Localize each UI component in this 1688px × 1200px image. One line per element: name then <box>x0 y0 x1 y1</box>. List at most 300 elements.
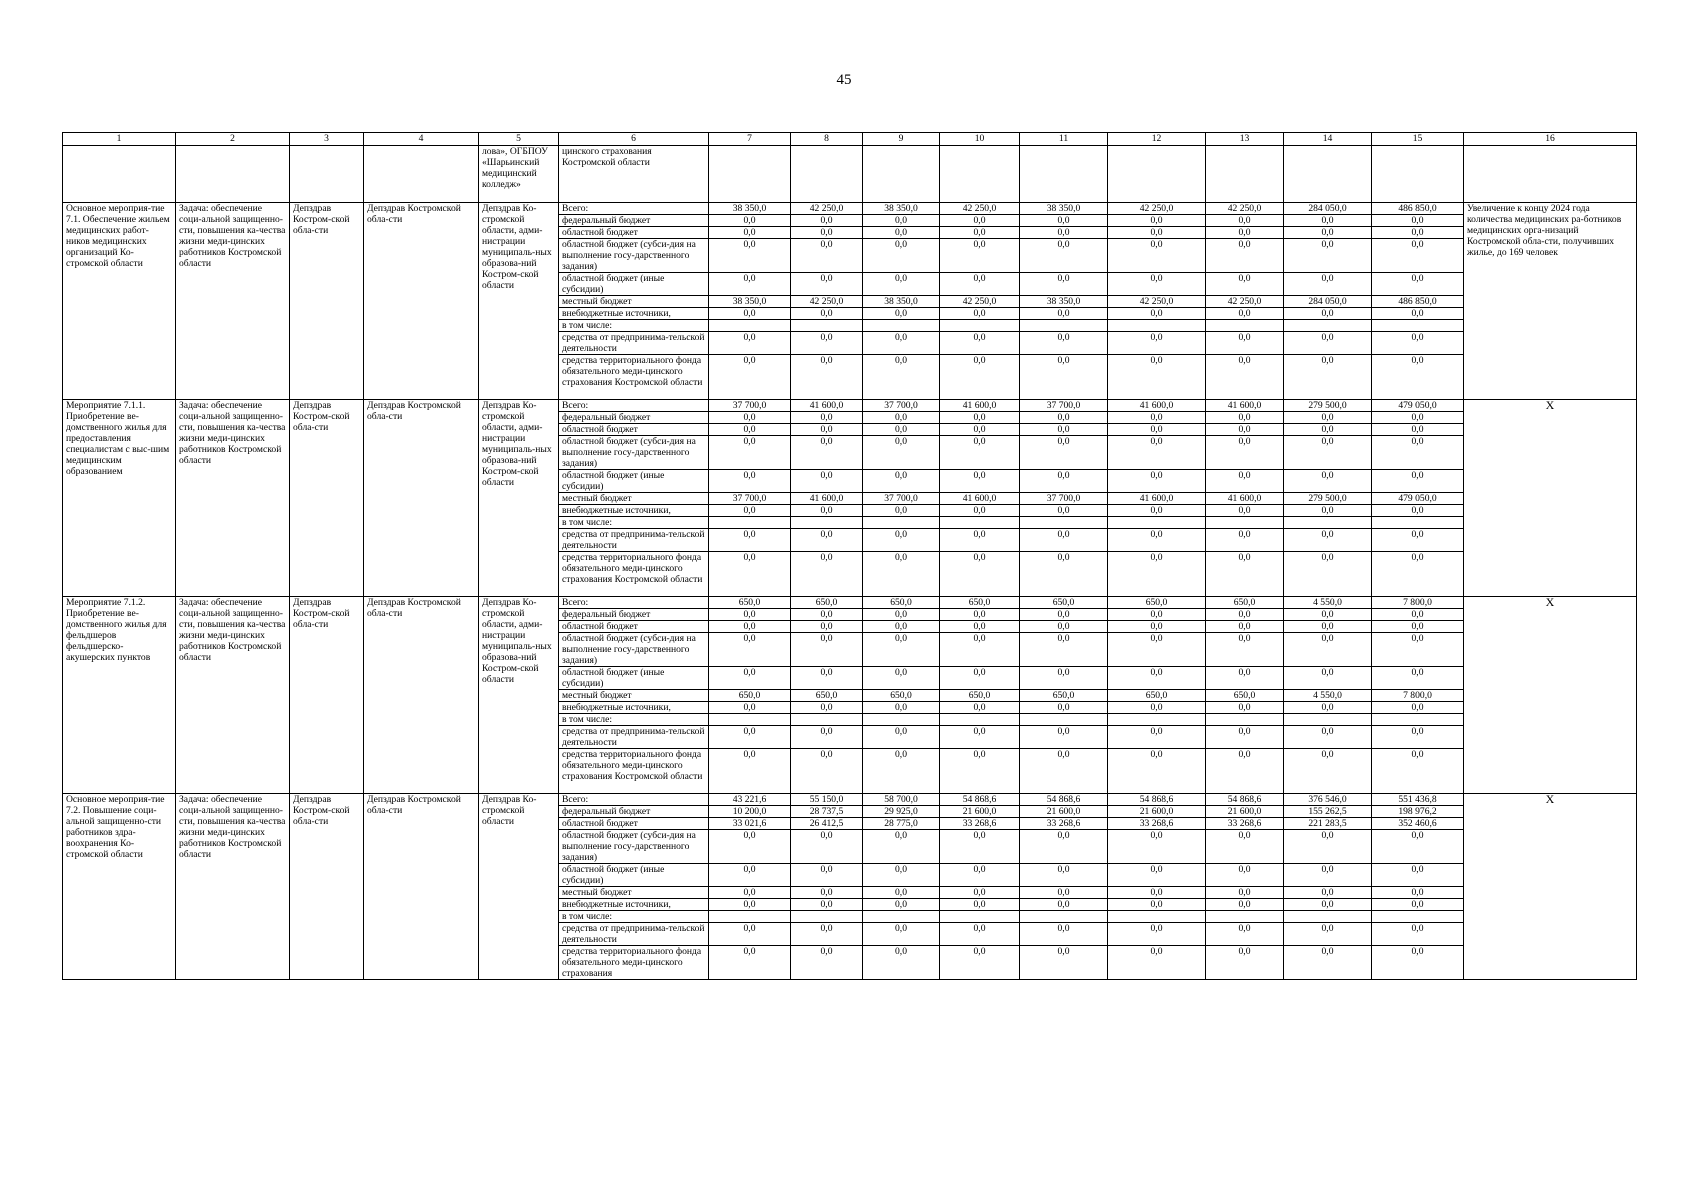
amount-cell: 650,0 <box>940 690 1020 702</box>
amount-cell: 41 600,0 <box>791 493 863 505</box>
amount-cell: 0,0 <box>1206 552 1284 597</box>
amount-cell: 42 250,0 <box>1108 296 1206 308</box>
amount-cell: 0,0 <box>1284 609 1372 621</box>
task-cell: Задача: обеспечение соци-альной защищенно-сти, повышения ка-чества жизни меди-цинских работников Костромской области <box>176 794 290 980</box>
amount-cell: 0,0 <box>791 830 863 864</box>
funding-source-cell: областной бюджет <box>559 621 709 633</box>
amount-cell: 0,0 <box>1108 412 1206 424</box>
amount-cell: 0,0 <box>709 332 791 355</box>
amount-cell: 0,0 <box>1020 887 1108 899</box>
amount-cell: 0,0 <box>1372 899 1464 911</box>
amount-cell: 0,0 <box>1108 273 1206 296</box>
amount-cell: 42 250,0 <box>791 203 863 215</box>
funding-source-cell: местный бюджет <box>559 493 709 505</box>
amount-cell: 650,0 <box>709 690 791 702</box>
amount-cell: 0,0 <box>791 899 863 911</box>
amount-cell: 0,0 <box>1284 239 1372 273</box>
amount-cell: 0,0 <box>1108 899 1206 911</box>
amount-cell <box>791 911 863 923</box>
amount-cell: 0,0 <box>1206 899 1284 911</box>
funding-source-cell: федеральный бюджет <box>559 806 709 818</box>
amount-cell: 0,0 <box>940 239 1020 273</box>
amount-cell: 0,0 <box>709 239 791 273</box>
amount-cell <box>1284 517 1372 529</box>
amount-cell: 0,0 <box>940 749 1020 794</box>
amount-cell: 0,0 <box>940 702 1020 714</box>
amount-cell: 0,0 <box>1284 273 1372 296</box>
amount-cell <box>1020 517 1108 529</box>
amount-cell: 0,0 <box>1284 946 1372 980</box>
amount-cell: 0,0 <box>1372 864 1464 887</box>
amount-cell: 29 925,0 <box>863 806 940 818</box>
amount-cell: 0,0 <box>709 667 791 690</box>
funding-source-cell: Всего: <box>559 794 709 806</box>
coexecutor-cell: Депздрав Костромской обла-сти <box>364 400 479 597</box>
amount-cell: 0,0 <box>1372 946 1464 980</box>
amount-cell: 0,0 <box>1020 355 1108 400</box>
amount-cell: 0,0 <box>1020 215 1108 227</box>
amount-cell: 650,0 <box>1206 690 1284 702</box>
amount-cell <box>1284 320 1372 332</box>
amount-cell: 0,0 <box>940 621 1020 633</box>
amount-cell: 0,0 <box>1108 830 1206 864</box>
amount-cell: 42 250,0 <box>1206 203 1284 215</box>
amount-cell: 0,0 <box>940 609 1020 621</box>
amount-cell: 0,0 <box>940 864 1020 887</box>
measure-name-cell: Основное мероприя-тие 7.1. Обеспечение жильем медицинских работ-ников медицинских организаций Ко-стромской области <box>63 203 176 400</box>
amount-cell <box>1372 911 1464 923</box>
amount-cell: 0,0 <box>1372 923 1464 946</box>
amount-cell <box>940 714 1020 726</box>
funding-source-cell: в том числе: <box>559 714 709 726</box>
continuation-executor-cell: лова», ОГБПОУ «Шарьинский медицинский колледж» <box>479 146 559 203</box>
amount-cell: 0,0 <box>1284 633 1372 667</box>
task-cell: Задача: обеспечение соци-альной защищенно-сти, повышения ка-чества жизни меди-цинских работников Костромской области <box>176 597 290 794</box>
amount-cell: 0,0 <box>1108 633 1206 667</box>
amount-cell: 376 546,0 <box>1284 794 1372 806</box>
funding-source-cell: областной бюджет <box>559 424 709 436</box>
amount-cell: 0,0 <box>863 621 940 633</box>
amount-cell: 0,0 <box>863 273 940 296</box>
amount-cell: 0,0 <box>1108 726 1206 749</box>
column-number-row <box>63 133 1637 146</box>
amount-cell: 0,0 <box>1108 621 1206 633</box>
amount-cell: 0,0 <box>791 227 863 239</box>
amount-cell: 0,0 <box>791 749 863 794</box>
amount-cell: 0,0 <box>940 887 1020 899</box>
amount-cell: 0,0 <box>940 332 1020 355</box>
measure-name-cell: Мероприятие 7.1.2. Приобретение ве-домственного жилья для фельдшеров фельдшерско-акушерских пунктов <box>63 597 176 794</box>
amount-cell: 0,0 <box>1284 887 1372 899</box>
amount-cell: 0,0 <box>1108 552 1206 597</box>
amount-cell: 0,0 <box>1108 529 1206 552</box>
amount-cell <box>1284 714 1372 726</box>
amount-cell: 0,0 <box>791 505 863 517</box>
amount-cell: 650,0 <box>1206 597 1284 609</box>
amount-cell: 58 700,0 <box>863 794 940 806</box>
amount-cell: 0,0 <box>709 424 791 436</box>
amount-cell: 0,0 <box>863 609 940 621</box>
amount-cell: 0,0 <box>1020 899 1108 911</box>
amount-cell: 38 350,0 <box>709 203 791 215</box>
funding-source-cell: федеральный бюджет <box>559 412 709 424</box>
amount-cell: 198 976,2 <box>1372 806 1464 818</box>
amount-cell: 650,0 <box>863 690 940 702</box>
amount-cell: 0,0 <box>1206 239 1284 273</box>
amount-cell: 0,0 <box>940 355 1020 400</box>
coexecutor-cell: Депздрав Костромской обла-сти <box>364 794 479 980</box>
column-number: 7 <box>709 133 791 146</box>
amount-cell <box>1206 911 1284 923</box>
funding-source-cell: областной бюджет (иные субсидии) <box>559 864 709 887</box>
amount-cell <box>1020 714 1108 726</box>
amount-cell <box>791 517 863 529</box>
amount-cell: 0,0 <box>1206 633 1284 667</box>
amount-cell: 0,0 <box>1372 308 1464 320</box>
amount-cell: 0,0 <box>791 609 863 621</box>
amount-cell: 41 600,0 <box>940 400 1020 412</box>
amount-cell: 0,0 <box>1284 308 1372 320</box>
task-cell: Задача: обеспечение соци-альной защищенно-сти, повышения ка-чества жизни меди-цинских работников Костромской области <box>176 203 290 400</box>
amount-cell: 21 600,0 <box>1108 806 1206 818</box>
amount-cell: 0,0 <box>1284 436 1372 470</box>
amount-cell: 0,0 <box>1372 505 1464 517</box>
amount-cell: 0,0 <box>940 633 1020 667</box>
amount-cell: 0,0 <box>863 529 940 552</box>
amount-cell: 0,0 <box>1372 552 1464 597</box>
column-number: 16 <box>1464 133 1637 146</box>
funding-source-cell: средства территориального фонда обязательного меди-цинского страхования <box>559 946 709 980</box>
amount-cell <box>1020 320 1108 332</box>
coexecutor-cell: Депздрав Костромской обла-сти <box>364 203 479 400</box>
amount-cell: 0,0 <box>940 412 1020 424</box>
amount-cell: 0,0 <box>1372 332 1464 355</box>
budget-table <box>62 132 1637 980</box>
amount-cell: 650,0 <box>1020 690 1108 702</box>
amount-cell <box>709 911 791 923</box>
amount-cell: 21 600,0 <box>1206 806 1284 818</box>
amount-cell <box>1020 911 1108 923</box>
amount-cell: 0,0 <box>940 899 1020 911</box>
amount-cell: 0,0 <box>940 308 1020 320</box>
amount-cell: 37 700,0 <box>863 493 940 505</box>
funding-source-cell: внебюджетные источники, <box>559 899 709 911</box>
amount-cell: 650,0 <box>940 597 1020 609</box>
amount-cell: 0,0 <box>1372 436 1464 470</box>
amount-cell: 21 600,0 <box>940 806 1020 818</box>
amount-cell: 41 600,0 <box>1206 493 1284 505</box>
amount-cell: 0,0 <box>1206 830 1284 864</box>
funding-source-cell: областной бюджет (иные субсидии) <box>559 667 709 690</box>
amount-cell: 0,0 <box>709 215 791 227</box>
responsible-executor-cell: Депздрав Костром-ской обла-сти <box>290 597 364 794</box>
amount-cell <box>791 714 863 726</box>
amount-cell: 650,0 <box>1020 597 1108 609</box>
expected-result-cell: Х <box>1464 400 1637 597</box>
amount-cell: 0,0 <box>1206 529 1284 552</box>
amount-cell: 0,0 <box>1206 726 1284 749</box>
amount-cell: 42 250,0 <box>791 296 863 308</box>
column-number: 2 <box>176 133 290 146</box>
amount-cell: 650,0 <box>863 597 940 609</box>
amount-cell: 0,0 <box>791 355 863 400</box>
amount-cell: 0,0 <box>1206 864 1284 887</box>
funding-source-cell: в том числе: <box>559 320 709 332</box>
amount-cell: 0,0 <box>1020 726 1108 749</box>
amount-cell: 41 600,0 <box>1108 400 1206 412</box>
funding-source-cell: местный бюджет <box>559 690 709 702</box>
participants-cell: Депздрав Ко-стромской области, адми-нистрации муниципаль-ных образова-ний Костром-ской области <box>479 203 559 400</box>
amount-cell: 0,0 <box>1108 308 1206 320</box>
amount-cell: 0,0 <box>863 749 940 794</box>
amount-cell: 0,0 <box>1020 552 1108 597</box>
column-number: 15 <box>1372 133 1464 146</box>
amount-cell: 0,0 <box>1372 749 1464 794</box>
amount-cell: 551 436,8 <box>1372 794 1464 806</box>
amount-cell: 0,0 <box>863 239 940 273</box>
amount-cell: 0,0 <box>791 923 863 946</box>
amount-cell <box>1372 714 1464 726</box>
amount-cell: 0,0 <box>791 332 863 355</box>
amount-cell: 0,0 <box>1206 227 1284 239</box>
amount-cell: 37 700,0 <box>863 400 940 412</box>
amount-cell: 42 250,0 <box>940 296 1020 308</box>
amount-cell: 0,0 <box>791 273 863 296</box>
amount-cell: 0,0 <box>863 505 940 517</box>
expected-result-cell: Х <box>1464 597 1637 794</box>
amount-cell: 0,0 <box>1206 702 1284 714</box>
amount-cell: 650,0 <box>709 597 791 609</box>
table-row <box>63 203 1637 215</box>
amount-cell: 0,0 <box>1020 412 1108 424</box>
amount-cell: 0,0 <box>863 923 940 946</box>
amount-cell: 0,0 <box>1108 332 1206 355</box>
column-number: 14 <box>1284 133 1372 146</box>
amount-cell: 0,0 <box>1206 355 1284 400</box>
amount-cell: 0,0 <box>1020 424 1108 436</box>
amount-cell: 42 250,0 <box>940 203 1020 215</box>
amount-cell: 0,0 <box>1284 667 1372 690</box>
funding-source-cell: Всего: <box>559 597 709 609</box>
column-number: 12 <box>1108 133 1206 146</box>
amount-cell: 0,0 <box>1284 215 1372 227</box>
amount-cell: 0,0 <box>940 726 1020 749</box>
amount-cell: 284 050,0 <box>1284 296 1372 308</box>
continuation-row <box>63 146 1637 203</box>
amount-cell: 0,0 <box>1206 470 1284 493</box>
amount-cell: 0,0 <box>940 227 1020 239</box>
amount-cell: 0,0 <box>1108 864 1206 887</box>
amount-cell <box>1372 320 1464 332</box>
page-number: 45 <box>836 72 852 88</box>
funding-source-cell: в том числе: <box>559 517 709 529</box>
amount-cell: 0,0 <box>1284 726 1372 749</box>
amount-cell: 0,0 <box>863 412 940 424</box>
amount-cell: 0,0 <box>709 412 791 424</box>
amount-cell: 0,0 <box>709 227 791 239</box>
amount-cell: 0,0 <box>709 864 791 887</box>
amount-cell: 0,0 <box>1108 702 1206 714</box>
amount-cell: 0,0 <box>1020 273 1108 296</box>
amount-cell: 0,0 <box>863 946 940 980</box>
amount-cell: 0,0 <box>1372 529 1464 552</box>
amount-cell <box>1206 714 1284 726</box>
amount-cell <box>863 517 940 529</box>
amount-cell: 0,0 <box>1020 946 1108 980</box>
amount-cell: 54 868,6 <box>1108 794 1206 806</box>
amount-cell: 0,0 <box>1372 355 1464 400</box>
amount-cell: 0,0 <box>863 702 940 714</box>
amount-cell: 0,0 <box>791 667 863 690</box>
amount-cell: 0,0 <box>863 308 940 320</box>
amount-cell: 650,0 <box>1108 690 1206 702</box>
amount-cell <box>863 714 940 726</box>
column-number: 11 <box>1020 133 1108 146</box>
amount-cell: 43 221,6 <box>709 794 791 806</box>
amount-cell: 0,0 <box>1108 227 1206 239</box>
amount-cell: 0,0 <box>863 552 940 597</box>
amount-cell: 0,0 <box>1108 470 1206 493</box>
amount-cell: 284 050,0 <box>1284 203 1372 215</box>
amount-cell: 33 268,6 <box>1020 818 1108 830</box>
amount-cell: 0,0 <box>863 726 940 749</box>
table-row <box>63 794 1637 806</box>
column-number: 9 <box>863 133 940 146</box>
amount-cell: 0,0 <box>940 529 1020 552</box>
amount-cell: 0,0 <box>1372 830 1464 864</box>
amount-cell: 0,0 <box>1284 355 1372 400</box>
expected-result-cell: Х <box>1464 794 1637 980</box>
amount-cell: 28 737,5 <box>791 806 863 818</box>
amount-cell: 0,0 <box>1206 215 1284 227</box>
amount-cell: 0,0 <box>791 621 863 633</box>
participants-cell: Депздрав Ко-стромской области, адми-нистрации муниципаль-ных образова-ний Костром-ской области <box>479 597 559 794</box>
amount-cell: 0,0 <box>1108 239 1206 273</box>
funding-source-cell: федеральный бюджет <box>559 215 709 227</box>
amount-cell: 0,0 <box>1206 749 1284 794</box>
amount-cell: 0,0 <box>791 436 863 470</box>
amount-cell: 650,0 <box>1108 597 1206 609</box>
amount-cell: 0,0 <box>940 552 1020 597</box>
funding-source-cell: в том числе: <box>559 911 709 923</box>
amount-cell: 0,0 <box>1284 227 1372 239</box>
amount-cell: 0,0 <box>1372 726 1464 749</box>
amount-cell: 0,0 <box>1284 864 1372 887</box>
amount-cell: 41 600,0 <box>1206 400 1284 412</box>
amount-cell: 42 250,0 <box>1108 203 1206 215</box>
amount-cell <box>940 517 1020 529</box>
amount-cell: 0,0 <box>1284 923 1372 946</box>
amount-cell: 41 600,0 <box>791 400 863 412</box>
amount-cell: 0,0 <box>1284 702 1372 714</box>
amount-cell: 0,0 <box>1020 702 1108 714</box>
amount-cell: 0,0 <box>1372 887 1464 899</box>
task-cell: Задача: обеспечение соци-альной защищенно-сти, повышения ка-чества жизни меди-цинских работников Костромской области <box>176 400 290 597</box>
amount-cell: 33 268,6 <box>1108 818 1206 830</box>
amount-cell: 0,0 <box>791 215 863 227</box>
amount-cell: 0,0 <box>940 215 1020 227</box>
amount-cell: 0,0 <box>863 633 940 667</box>
amount-cell <box>1206 320 1284 332</box>
amount-cell: 0,0 <box>1020 505 1108 517</box>
amount-cell: 0,0 <box>1372 667 1464 690</box>
amount-cell <box>1284 911 1372 923</box>
amount-cell: 0,0 <box>940 424 1020 436</box>
amount-cell: 54 868,6 <box>1020 794 1108 806</box>
amount-cell: 0,0 <box>709 529 791 552</box>
amount-cell: 0,0 <box>1020 227 1108 239</box>
funding-source-cell: средства от предпринима-тельской деятельности <box>559 726 709 749</box>
amount-cell: 37 700,0 <box>1020 493 1108 505</box>
amount-cell: 650,0 <box>791 597 863 609</box>
amount-cell: 0,0 <box>1372 215 1464 227</box>
amount-cell: 0,0 <box>709 726 791 749</box>
amount-cell <box>863 320 940 332</box>
amount-cell: 38 350,0 <box>863 203 940 215</box>
amount-cell: 479 050,0 <box>1372 400 1464 412</box>
amount-cell: 21 600,0 <box>1020 806 1108 818</box>
amount-cell: 479 050,0 <box>1372 493 1464 505</box>
amount-cell: 155 262,5 <box>1284 806 1372 818</box>
amount-cell: 0,0 <box>1108 215 1206 227</box>
amount-cell: 55 150,0 <box>791 794 863 806</box>
amount-cell: 0,0 <box>1206 332 1284 355</box>
amount-cell: 0,0 <box>940 436 1020 470</box>
amount-cell: 0,0 <box>1206 424 1284 436</box>
amount-cell: 37 700,0 <box>1020 400 1108 412</box>
amount-cell: 26 412,5 <box>791 818 863 830</box>
amount-cell: 0,0 <box>1020 308 1108 320</box>
amount-cell: 0,0 <box>863 355 940 400</box>
amount-cell <box>1108 714 1206 726</box>
amount-cell: 0,0 <box>863 215 940 227</box>
amount-cell: 0,0 <box>1372 621 1464 633</box>
amount-cell <box>1108 911 1206 923</box>
amount-cell: 0,0 <box>1284 899 1372 911</box>
funding-source-cell: средства территориального фонда обязательного меди-цинского страхования Костромской области <box>559 552 709 597</box>
amount-cell: 0,0 <box>709 273 791 296</box>
amount-cell: 0,0 <box>1206 308 1284 320</box>
amount-cell: 0,0 <box>791 529 863 552</box>
amount-cell: 0,0 <box>940 830 1020 864</box>
column-number: 5 <box>479 133 559 146</box>
funding-source-cell: средства территориального фонда обязательного меди-цинского страхования Костромской области <box>559 749 709 794</box>
amount-cell: 0,0 <box>1108 887 1206 899</box>
amount-cell: 0,0 <box>709 923 791 946</box>
funding-source-cell: внебюджетные источники, <box>559 308 709 320</box>
amount-cell <box>863 911 940 923</box>
amount-cell: 37 700,0 <box>709 400 791 412</box>
amount-cell: 0,0 <box>1284 505 1372 517</box>
table-row <box>63 400 1637 412</box>
table-body <box>63 146 1637 980</box>
table-row <box>63 597 1637 609</box>
amount-cell: 0,0 <box>1108 355 1206 400</box>
amount-cell: 0,0 <box>1020 864 1108 887</box>
responsible-executor-cell: Депздрав Костром-ской обла-сти <box>290 794 364 980</box>
amount-cell: 0,0 <box>709 609 791 621</box>
amount-cell: 0,0 <box>1206 667 1284 690</box>
amount-cell: 0,0 <box>1108 667 1206 690</box>
amount-cell: 0,0 <box>1020 749 1108 794</box>
amount-cell: 41 600,0 <box>1108 493 1206 505</box>
amount-cell: 38 350,0 <box>709 296 791 308</box>
amount-cell <box>1372 517 1464 529</box>
amount-cell: 0,0 <box>709 749 791 794</box>
amount-cell <box>709 714 791 726</box>
amount-cell: 0,0 <box>863 332 940 355</box>
amount-cell: 0,0 <box>791 239 863 273</box>
